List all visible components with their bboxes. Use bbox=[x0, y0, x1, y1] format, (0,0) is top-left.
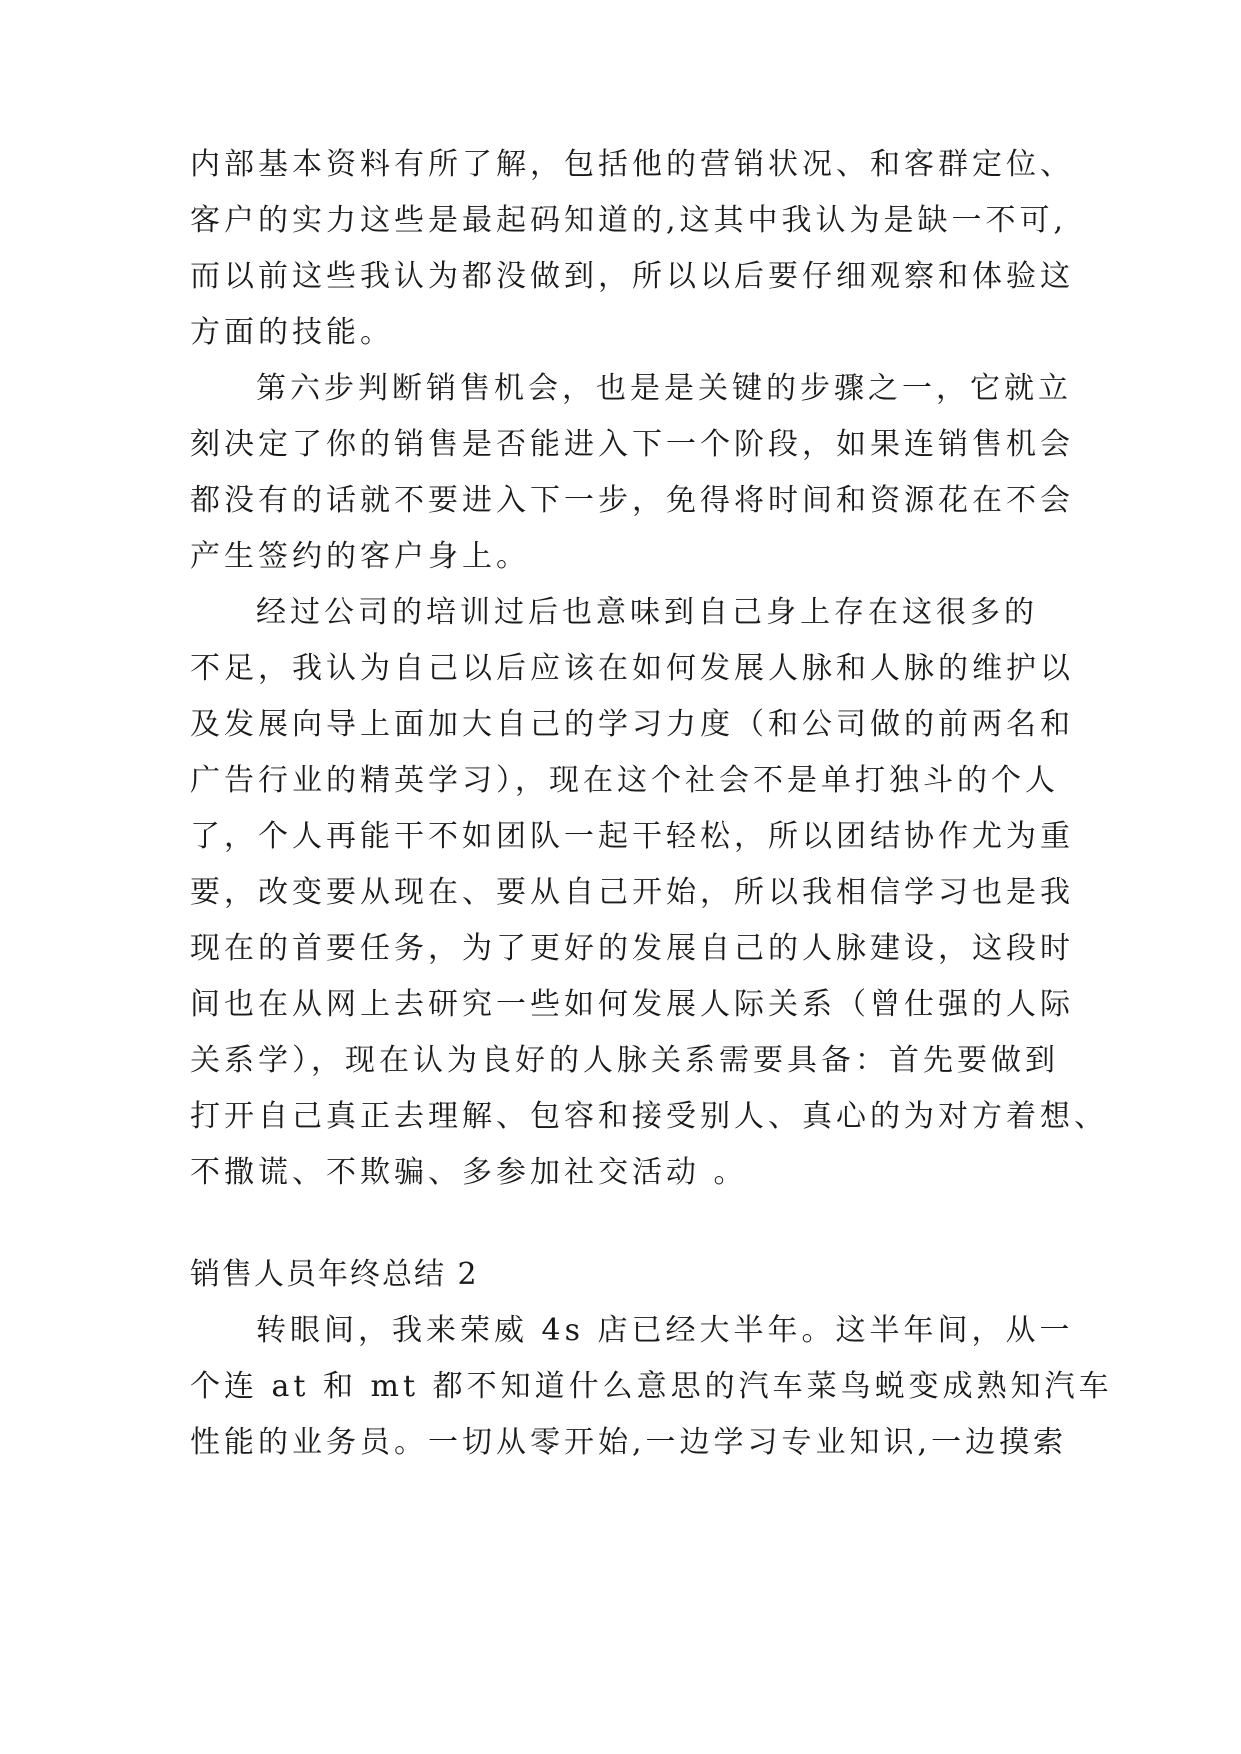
paragraph-line: 客户的实力这些是最起码知道的,这其中我认为是缺一不可, bbox=[190, 203, 1068, 238]
section-heading: 销售人员年终总结 2 bbox=[190, 1257, 479, 1292]
paragraph-line: 都没有的话就不要进入下一步，免得将时间和资源花在不会 bbox=[190, 483, 1074, 518]
paragraph-line: 第六步判断销售机会，也是是关键的步骤之一，它就立 bbox=[256, 371, 1072, 406]
paragraph-line: 不撒谎、不欺骗、多参加社交活动 。 bbox=[190, 1155, 748, 1190]
paragraph-line: 关系学），现在认为良好的人脉关系需要具备：首先要做到 bbox=[190, 1043, 1059, 1078]
paragraph-line: 要，改变要从现在、要从自己开始，所以我相信学习也是我 bbox=[190, 875, 1074, 910]
paragraph-line: 方面的技能。 bbox=[190, 315, 394, 350]
paragraph-line: 及发展向导上面加大自己的学习力度（和公司做的前两名和 bbox=[190, 707, 1074, 742]
paragraph-line: 了，个人再能干不如团队一起干轻松，所以团结协作尤为重 bbox=[190, 819, 1074, 854]
paragraph-line: 性能的业务员。一切从零开始,一边学习专业知识,一边摸索 bbox=[190, 1425, 1068, 1460]
paragraph-line: 产生签约的客户身上。 bbox=[190, 539, 530, 574]
paragraph-line: 而以前这些我认为都没做到，所以以后要仔细观察和体验这 bbox=[190, 259, 1074, 294]
paragraph-line: 内部基本资料有所了解，包括他的营销状况、和客群定位、 bbox=[190, 147, 1074, 182]
paragraph-line: 刻决定了你的销售是否能进入下一个阶段，如果连销售机会 bbox=[190, 427, 1074, 462]
paragraph-line: 现在的首要任务，为了更好的发展自己的人脉建设，这段时 bbox=[190, 931, 1074, 966]
paragraph-line: 不足，我认为自己以后应该在如何发展人脉和人脉的维护以 bbox=[190, 651, 1074, 686]
paragraph-line: 广告行业的精英学习），现在这个社会不是单打独斗的个人 bbox=[190, 763, 1059, 798]
paragraph-line: 打开自己真正去理解、包容和接受别人、真心的为对方着想、 bbox=[190, 1099, 1108, 1134]
paragraph-line: 个连 at 和 mt 都不知道什么意思的汽车菜鸟蜕变成熟知汽车 bbox=[190, 1369, 1113, 1404]
paragraph-line: 间也在从网上去研究一些如何发展人际关系（曾仕强的人际 bbox=[190, 987, 1074, 1022]
paragraph-line: 转眼间，我来荣威 4s 店已经大半年。这半年间，从一 bbox=[256, 1313, 1074, 1348]
paragraph-line: 经过公司的培训过后也意味到自己身上存在这很多的 bbox=[256, 595, 1038, 630]
